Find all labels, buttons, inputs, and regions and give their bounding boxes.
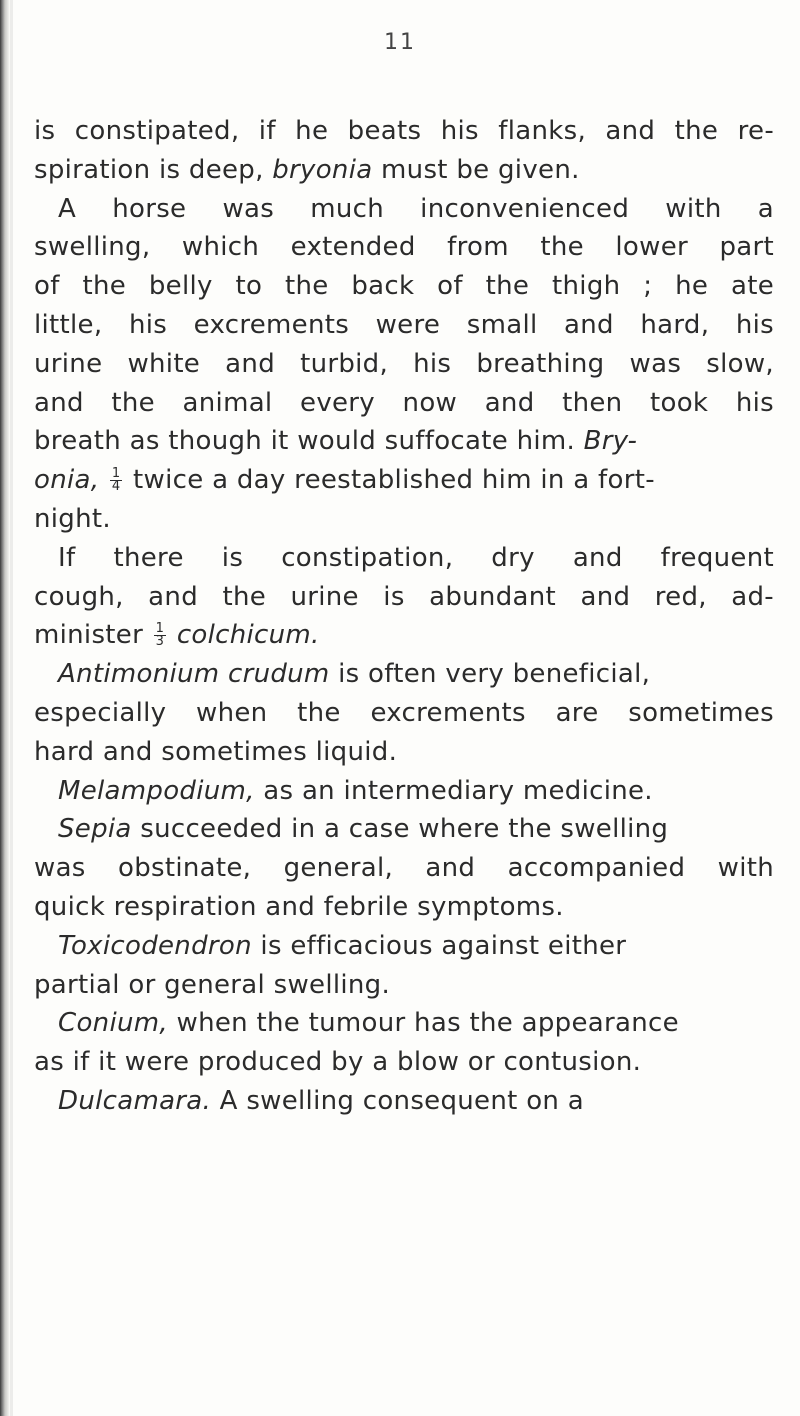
text-line: cough, and the urine is abundant and red, ad- <box>34 581 774 612</box>
remedy-name: Dulcamara. <box>58 1085 212 1116</box>
page-number: 11 <box>384 30 416 55</box>
text-line: is constipated, if he beats his flanks, and the re- <box>34 116 774 146</box>
text-line: especially when the excrements are sometimes <box>34 697 774 728</box>
dose-fraction: $\frac{1}{3}$ <box>155 621 165 650</box>
remedy-name: Bry- <box>583 426 638 457</box>
remedy-name: bryonia <box>272 154 373 185</box>
text-line: breath as though it would suffocate him. Bry- <box>34 426 638 457</box>
text-line: urine white and turbid, his breathing was slow, <box>34 348 774 379</box>
text-line: Toxicodendron is efficacious against either <box>58 930 627 961</box>
text-line: night. <box>34 503 111 534</box>
text-line: quick respiration and febrile symptoms. <box>34 891 564 922</box>
remedy-name: onia, <box>34 465 100 496</box>
remedy-name: Melampodium, <box>58 775 255 806</box>
page-binding-shadow <box>10 0 13 1416</box>
text-line: onia, $\frac{1}{4}$ twice a day reestablished him in a fort- <box>34 465 655 496</box>
text-line: Melampodium, as an intermediary medicine. <box>58 775 653 806</box>
text-line: Conium, when the tumour has the appearance <box>58 1008 679 1039</box>
page-binding-edge <box>0 0 10 1416</box>
text-line: swelling, which extended from the lower part <box>34 232 774 263</box>
text-line: spiration is deep, bryonia must be given. <box>34 154 580 185</box>
remedy-name: Antimonium crudum <box>58 659 330 690</box>
text-line: Sepia succeeded in a case where the swelling <box>58 814 669 845</box>
text-line: little, his excrements were small and hard, his <box>34 309 774 340</box>
body-text <box>34 112 774 1121</box>
text-line: Dulcamara. A swelling consequent on a <box>58 1085 584 1116</box>
text-line: If there is constipation, dry and frequent <box>58 542 774 573</box>
text-line: was obstinate, general, and accompanied with <box>34 853 774 884</box>
text-line: minister $\frac{1}{3}$ colchicum. <box>34 620 320 651</box>
dose-fraction: $\frac{1}{4}$ <box>111 466 121 495</box>
remedy-name: Toxicodendron <box>58 930 252 961</box>
text-line: A horse was much inconvenienced with a <box>58 193 774 224</box>
text-line: of the belly to the back of the thigh ; he ate <box>34 271 774 302</box>
remedy-name: Conium, <box>58 1008 168 1039</box>
text-line: and the animal every now and then took his <box>34 387 774 418</box>
text-line: Antimonium crudum is often very beneficial, <box>58 659 651 690</box>
text-line: partial or general swelling. <box>34 969 391 1000</box>
text-line: as if it were produced by a blow or contusion. <box>34 1047 642 1078</box>
text-line: hard and sometimes liquid. <box>34 736 398 767</box>
remedy-name: colchicum. <box>176 620 320 651</box>
remedy-name: Sepia <box>58 814 132 845</box>
